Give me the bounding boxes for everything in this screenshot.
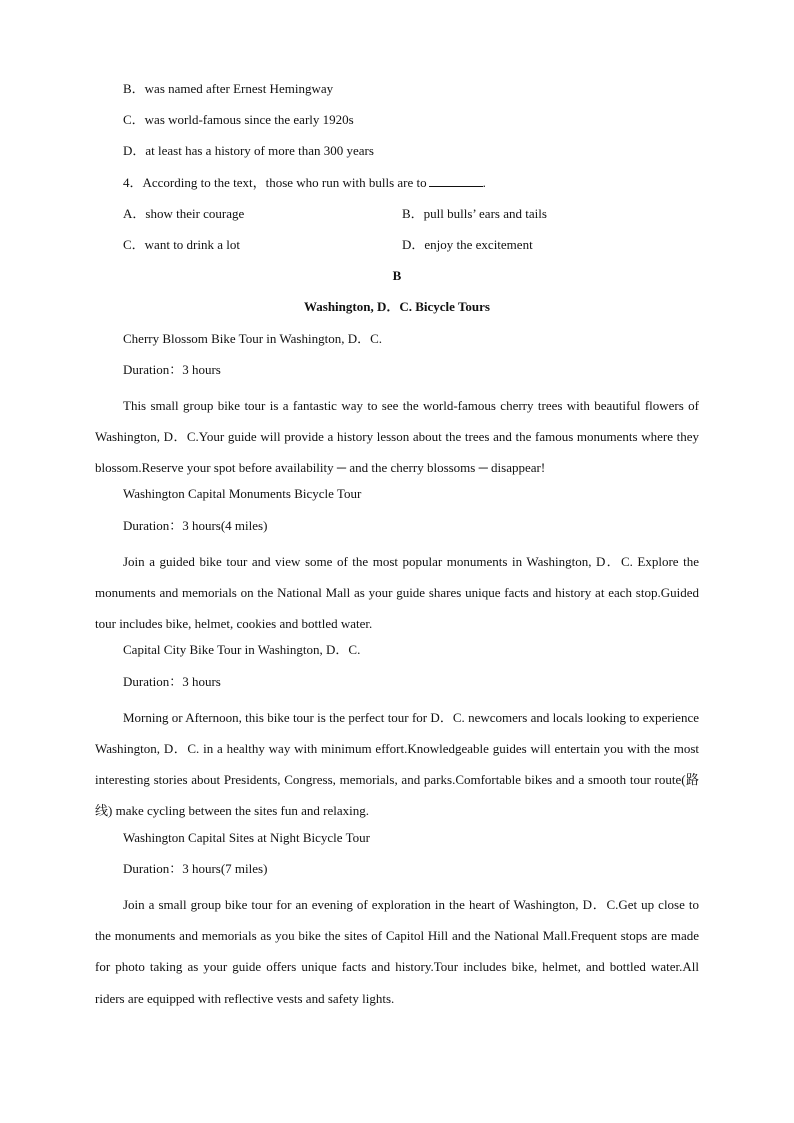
tour-4-description: Join a small group bike tour for an evening of exploration in the heart of Washington, D．C.Get up close to the monuments and memorials as you bike the sites of Capitol Hill and the National Mall.Frequent stops are made for photo taking as your guide offers unique facts and history.Tour includes bike, helmet, and bottled water.All riders are equipped with reflective vests and safety lights.: [95, 897, 699, 1006]
passage-title: Washington, D．C. Bicycle Tours: [303, 299, 490, 315]
tour-4-duration: Duration：3 hours(7 miles): [123, 860, 268, 876]
q4-stem-text: 4．According to the text，those who run with bulls are to: [123, 174, 427, 190]
q4-option-a: A．show their courage: [123, 205, 245, 221]
q4-options-row-1: [95, 203, 699, 234]
tour-3-description: Morning or Afternoon, this bike tour is the perfect tour for D．C. newcomers and locals looking to experience Washington, D．C. in a healthy way with minimum effort.Knowledgeable guides will entertain you with the most interesting stories about Presidents, Congress, memorials, and parks.Comfortable bikes and a smooth tour route(路线) make cycling between the sites fun and relaxing.: [95, 709, 699, 819]
tour-3-duration: Duration：3 hours: [123, 673, 221, 689]
section-letter: B: [392, 268, 402, 284]
q4-options-row-2: [95, 234, 699, 265]
q3-option-b: B．was named after Ernest Hemingway: [123, 81, 334, 96]
q4-stem: [95, 172, 699, 203]
tour-2-duration: Duration：3 hours(4 miles): [123, 517, 268, 533]
tour-4-name: Washington Capital Sites at Night Bicycle Tour: [123, 829, 370, 845]
tour-2-name: Washington Capital Monuments Bicycle Tour: [123, 486, 362, 502]
tour-1-description: This small group bike tour is a fantastic way to see the world-famous cherry trees with beautiful flowers of Washington, D．C.Your guide will provide a history lesson about the trees and the famous monuments where they blossom.Reserve your spot before availability ─ and the cherry blossoms ─ disappear!: [95, 397, 699, 476]
tour-1-name: Cherry Blossom Bike Tour in Washington, D．C.: [123, 330, 383, 346]
answer-blank: [429, 173, 483, 187]
q3-option-d: D．at least has a history of more than 300 years: [123, 143, 374, 159]
tour-2-description: Join a guided bike tour and view some of the most popular monuments in Washington, D．C. Explore the monuments and memorials on the National Mall as your guide shares unique facts and history at each stop.Guided tour includes bike, helmet, cookies and bottled water.: [95, 553, 699, 632]
q4-option-b: B．pull bulls’ ears and tails: [402, 205, 547, 221]
q4-stem-end: .: [482, 174, 486, 190]
tour-1-duration: Duration：3 hours: [123, 361, 221, 377]
q4-option-c: C．want to drink a lot: [123, 236, 240, 252]
tour-3-name: Capital City Bike Tour in Washington, D．C.: [123, 642, 361, 658]
q4-option-d: D．enjoy the excitement: [402, 236, 533, 252]
q3-option-c: C．was world-famous since the early 1920s: [123, 112, 354, 128]
document-page: [95, 78, 699, 1014]
